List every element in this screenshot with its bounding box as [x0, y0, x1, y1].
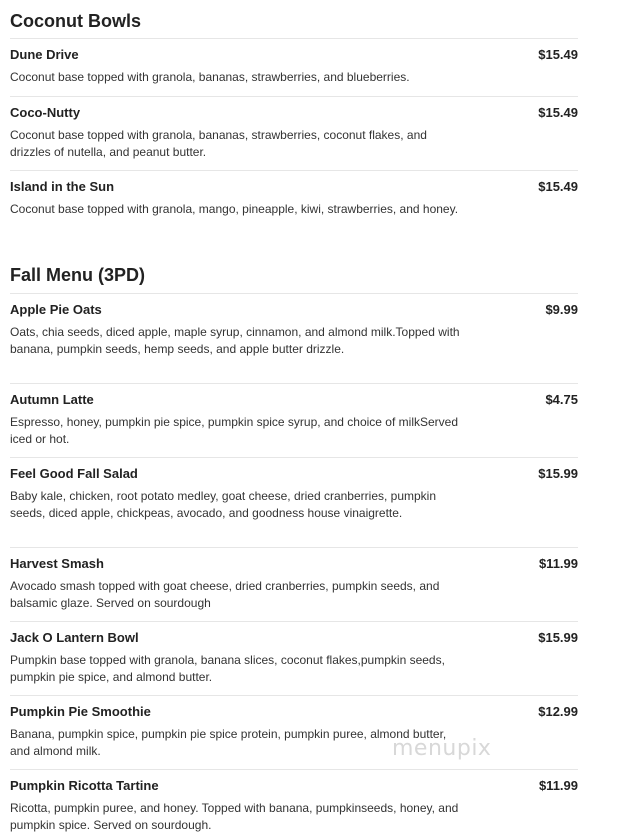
- item-price: $9.99: [545, 302, 578, 317]
- item-description: Banana, pumpkin spice, pumpkin pie spice protein, pumpkin puree, almond butter, and almond milk.: [10, 727, 447, 758]
- item-price: $15.49: [538, 47, 578, 62]
- item-head: [10, 630, 578, 646]
- section-title: Coconut Bowls: [10, 11, 141, 31]
- section-fall-menu: [10, 247, 578, 840]
- item-head: [10, 302, 578, 318]
- menu-item[interactable]: [10, 457, 578, 547]
- item-name: Feel Good Fall Salad: [10, 466, 138, 481]
- item-price: $15.99: [538, 630, 578, 645]
- item-name: Autumn Latte: [10, 392, 94, 407]
- item-price: $11.99: [538, 556, 578, 571]
- menu-item[interactable]: [10, 695, 578, 769]
- item-head: [10, 392, 578, 408]
- item-description: Baby kale, chicken, root potato medley, goat cheese, dried cranberries, pumpkin seeds, diced apple, chickpeas, avocado, and goodness house vinaigrette.: [10, 489, 437, 520]
- item-description: Espresso, honey, pumpkin pie spice, pumpkin spice syrup, and choice of milkServed iced or hot.: [10, 415, 459, 446]
- item-description: Coconut base topped with granola, bananas, strawberries, and blueberries.: [10, 70, 410, 84]
- item-description: Ricotta, pumpkin puree, and honey. Topped with banana, pumpkinseeds, honey, and pumpkin spice. Served on sourdough.: [10, 801, 459, 832]
- item-price: $15.49: [538, 105, 578, 120]
- item-head: [10, 105, 578, 121]
- item-description: Pumpkin base topped with granola, banana slices, coconut flakes,pumpkin seeds, pumpkin pie spice, and almond butter.: [10, 653, 445, 684]
- item-price: $4.75: [545, 392, 578, 407]
- item-name: Coco-Nutty: [10, 105, 81, 120]
- menu-item[interactable]: [10, 38, 578, 96]
- menu-item[interactable]: [10, 293, 578, 383]
- menu-item[interactable]: [10, 621, 578, 695]
- menu-item[interactable]: [10, 170, 578, 247]
- item-head: [10, 556, 578, 572]
- item-head: [10, 179, 578, 195]
- item-name: Pumpkin Ricotta Tartine: [10, 778, 159, 793]
- section-title: Fall Menu (3PD): [10, 265, 146, 285]
- item-name: Dune Drive: [10, 47, 79, 62]
- item-name: Jack O Lantern Bowl: [10, 630, 139, 645]
- menu: [10, 0, 578, 840]
- item-description: Coconut base topped with granola, bananas, strawberries, coconut flakes, and drizzles of nutella, and peanut butter.: [10, 128, 427, 159]
- menu-item[interactable]: [10, 769, 578, 840]
- item-head: [10, 466, 578, 482]
- item-name: Pumpkin Pie Smoothie: [10, 704, 151, 719]
- item-description: Oats, chia seeds, diced apple, maple syrup, cinnamon, and almond milk.Topped with banana, pumpkin seeds, hemp seeds, and apple butter drizzle.: [10, 325, 460, 356]
- item-head: [10, 47, 578, 63]
- item-name: Harvest Smash: [10, 556, 104, 571]
- item-head: [10, 704, 578, 720]
- item-price: $15.99: [538, 466, 578, 481]
- item-name: Island in the Sun: [10, 179, 115, 194]
- item-description: Avocado smash topped with goat cheese, dried cranberries, pumpkin seeds, and balsamic glaze. Served on sourdough: [10, 579, 440, 610]
- section-coconut-bowls: [10, 0, 578, 247]
- item-head: [10, 778, 578, 794]
- menu-item[interactable]: [10, 96, 578, 170]
- menu-item[interactable]: [10, 383, 578, 457]
- item-name: Apple Pie Oats: [10, 302, 102, 317]
- item-price: $12.99: [538, 704, 578, 719]
- menu-item[interactable]: [10, 547, 578, 621]
- item-description: Coconut base topped with granola, mango, pineapple, kiwi, strawberries, and honey.: [10, 202, 459, 216]
- item-price: $15.49: [538, 179, 578, 194]
- watermark-logo: menupix: [392, 736, 492, 761]
- item-price: $11.99: [538, 778, 578, 793]
